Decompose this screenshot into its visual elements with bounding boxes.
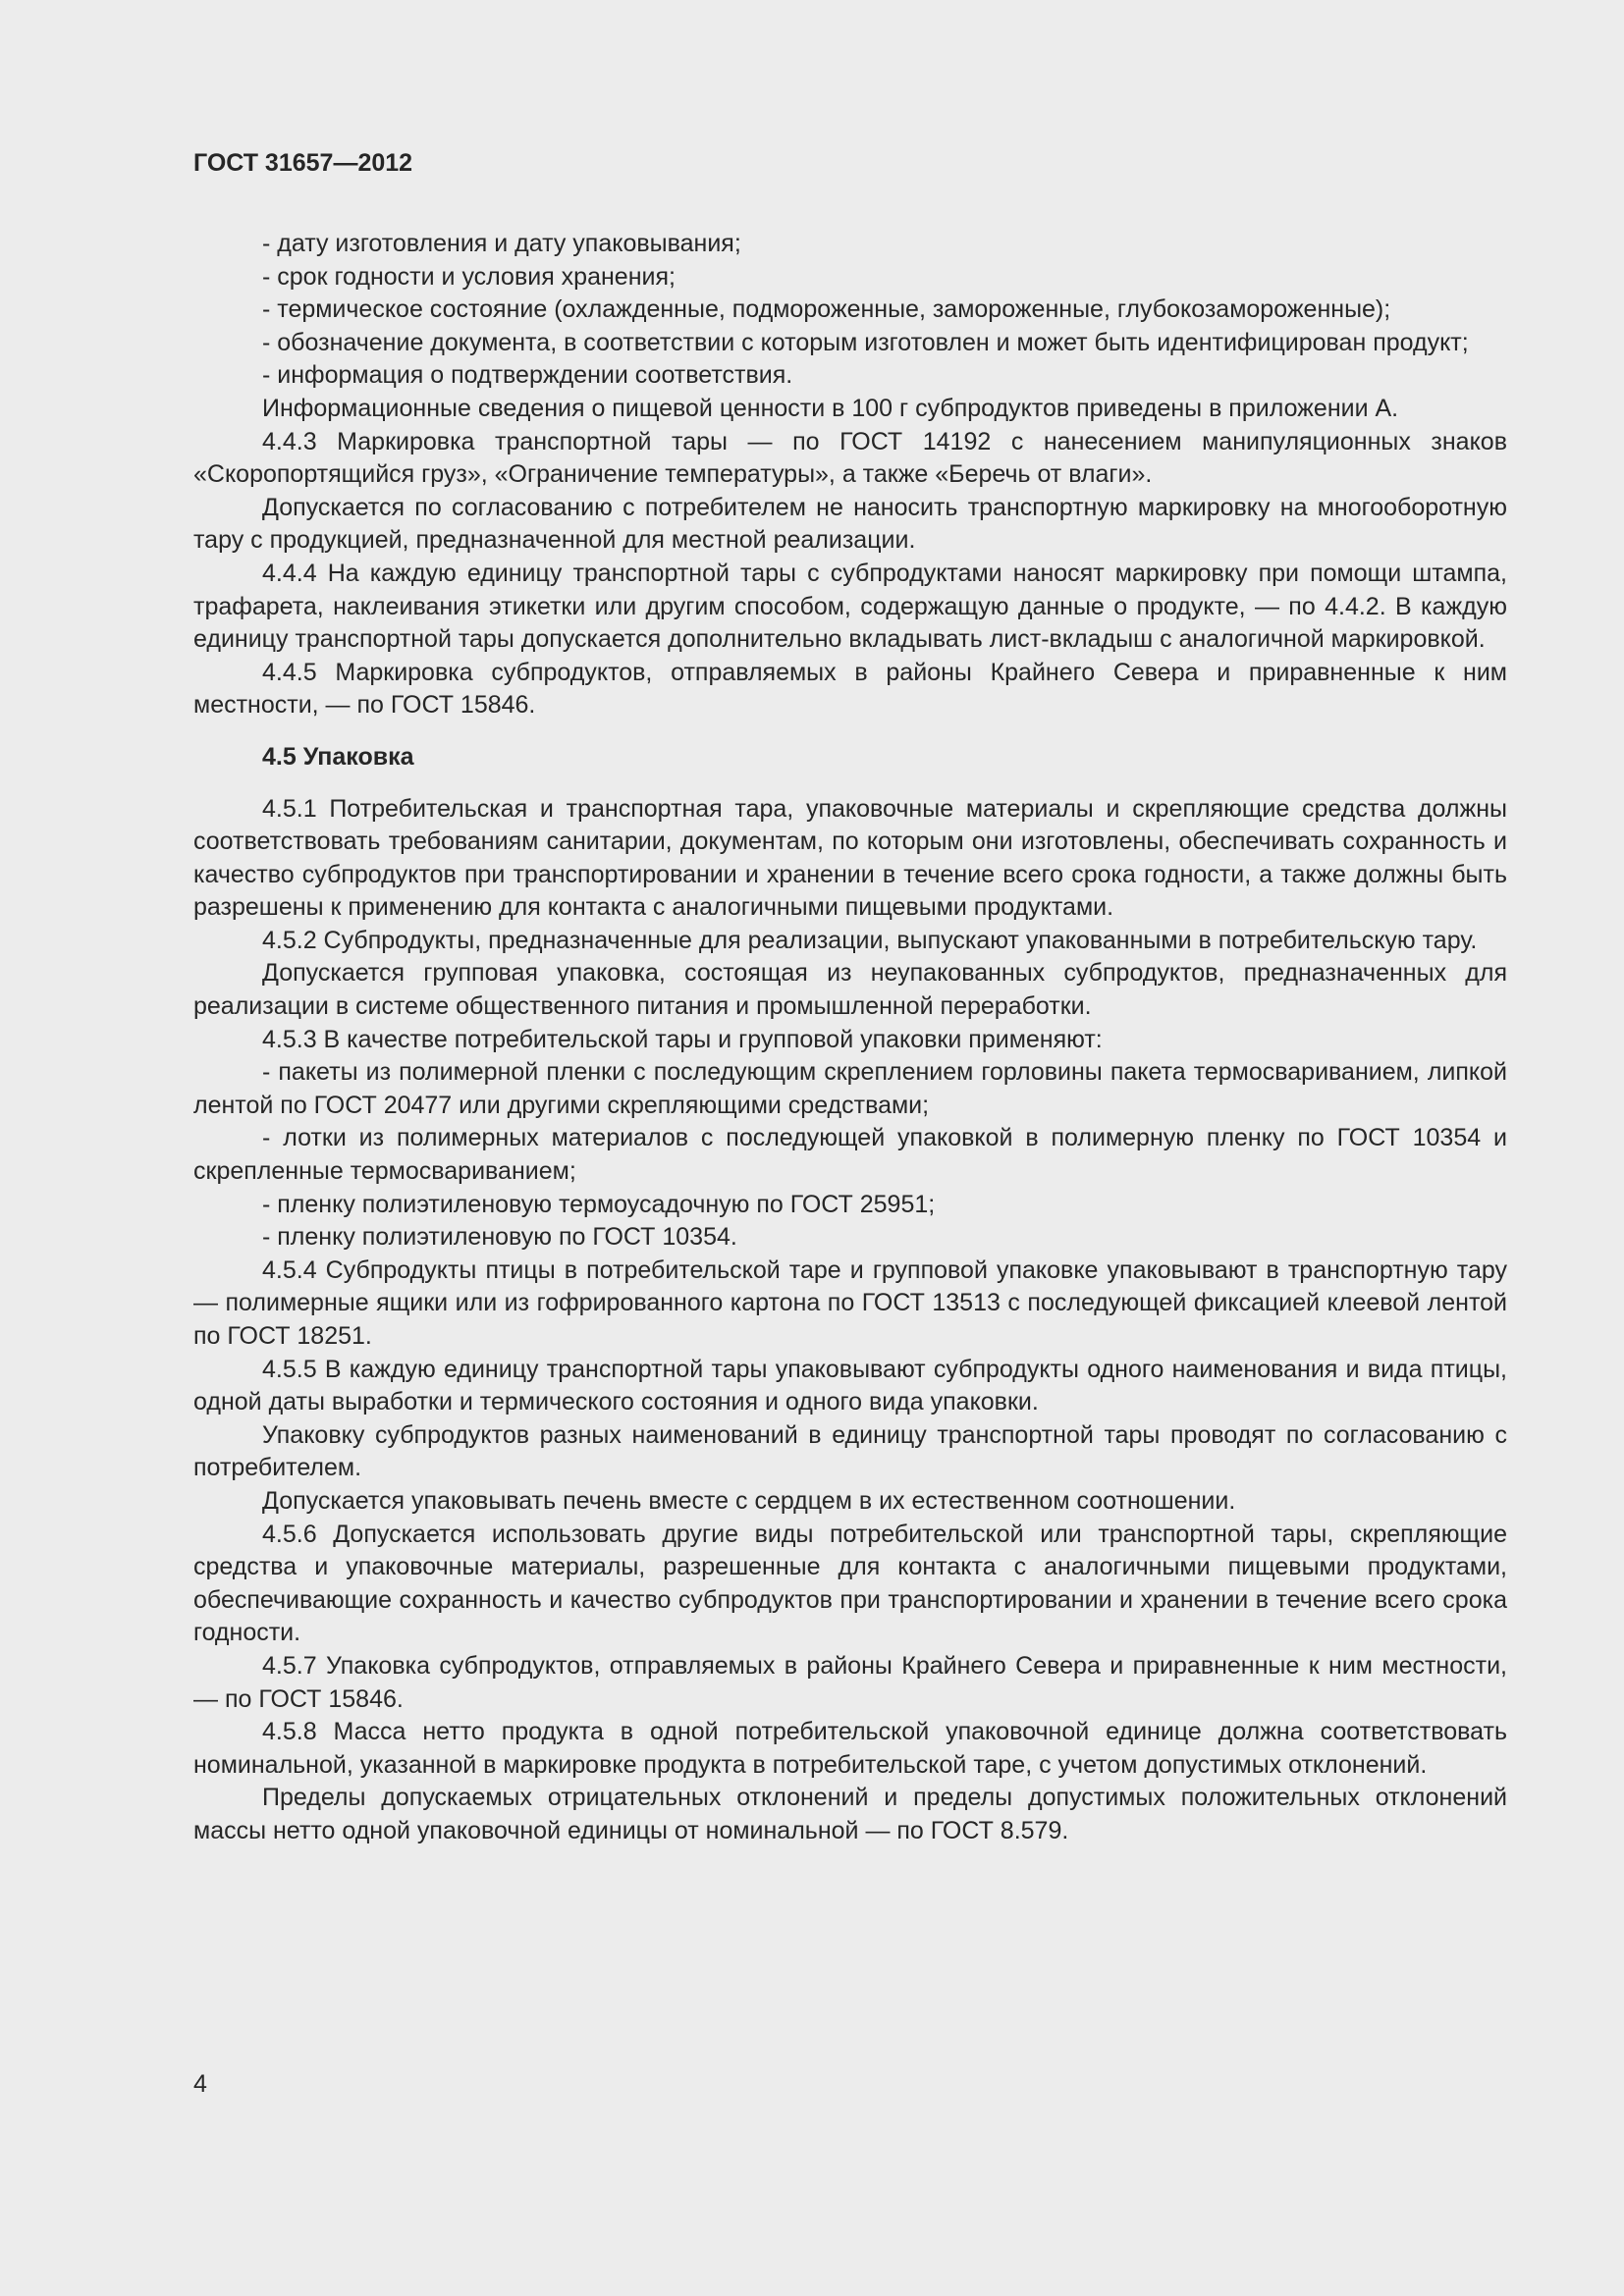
paragraph: 4.5.5 В каждую единицу транспортной тары упаковывают субпродукты одного наименования и вида птицы, одной даты выработки и термического состояния и одного вида упаковки. [193, 1355, 1507, 1416]
paragraph: - информация о подтверждении соответствия. [262, 361, 793, 390]
paragraph: Допускается групповая упаковка, состоящая из неупакованных субпродуктов, предназначенных для реализации в системе общественного питания и промышленной переработки. [193, 959, 1507, 1021]
paragraph: 4.5.8 Масса нетто продукта в одной потребительской упаковочной единице должна соответствовать номинальной, указанной в маркировке продукта в потребительской таре, с учетом допустимых отклонений. [193, 1718, 1507, 1779]
paragraph: Допускается упаковывать печень вместе с сердцем в их естественном соотношении. [262, 1486, 1236, 1515]
document-body [193, 228, 1507, 1848]
page-number: 4 [193, 2070, 207, 2098]
paragraph: 4.4.3 Маркировка транспортной тары — по ГОСТ 14192 с нанесением манипуляционных знаков «Скоропортящийся груз», «Ограничение температуры», а также «Беречь от влаги». [193, 427, 1507, 489]
paragraph: 4.4.4 На каждую единицу транспортной тары с субпродуктами наносят маркировку при помощи штампа, трафарета, наклеивания этикетки или другим способом, содержащую данные о продукте, — по 4.4.2. В каждую единицу транспортной тары допускается дополнительно вкладывать лист-вкладыш с аналогичной маркировкой. [193, 559, 1507, 654]
paragraph: 4.4.5 Маркировка субпродуктов, отправляемых в районы Крайнего Севера и приравненные к ним местности, — по ГОСТ 15846. [193, 658, 1507, 720]
section-heading: 4.5 Упаковка [262, 742, 414, 771]
paragraph: - дату изготовления и дату упаковывания; [262, 230, 741, 257]
paragraph: - термическое состояние (охлажденные, подмороженные, замороженные, глубокозамороженные); [262, 295, 1391, 324]
paragraph: 4.5.7 Упаковка субпродуктов, отправляемых в районы Крайнего Севера и приравненные к ним местности, — по ГОСТ 15846. [193, 1651, 1507, 1713]
paragraph: - пленку полиэтиленовую по ГОСТ 10354. [262, 1223, 737, 1252]
paragraph: - обозначение документа, в соответствии с которым изготовлен и может быть идентифицирован продукт; [262, 328, 1469, 356]
paragraph: Информационные сведения о пищевой ценности в 100 г субпродуктов приведены в приложении А. [262, 394, 1399, 422]
paragraph: - пленку полиэтиленовую термоусадочную по ГОСТ 25951; [262, 1190, 936, 1218]
paragraph: 4.5.3 В качестве потребительской тары и групповой упаковки применяют: [262, 1025, 1103, 1053]
paragraph: - лотки из полимерных материалов с последующей упаковкой в полимерную пленку по ГОСТ 10354 и скрепленные термосвариванием; [193, 1124, 1507, 1186]
paragraph: - срок годности и условия хранения; [262, 262, 676, 291]
paragraph: Пределы допускаемых отрицательных отклонений и пределы допустимых положительных отклонений массы нетто одной упаковочной единицы от номинальной — по ГОСТ 8.579. [193, 1784, 1507, 1844]
paragraph: Упаковку субпродуктов разных наименований в единицу транспортной тары проводят по согласованию с потребителем. [193, 1420, 1507, 1482]
paragraph: 4.5.6 Допускается использовать другие виды потребительской или транспортной тары, скрепляющие средства и упаковочные материалы, разрешенные для контакта с аналогичными пищевыми продуктами, обеспечивающие сохранность и качество субпродуктов при транспортировании и хранении в течение всего срока годности. [193, 1520, 1507, 1647]
paragraph: 4.5.4 Субпродукты птицы в потребительской таре и групповой упаковке упаковывают в транспортную тару — полимерные ящики или из гофрированного картона по ГОСТ 13513 с последующей фиксацией клеевой лентой по ГОСТ 18251. [193, 1255, 1507, 1350]
document-header: ГОСТ 31657—2012 [193, 149, 413, 177]
paragraph: - пакеты из полимерной пленки с последующим скреплением горловины пакета термосвариванием, липкой лентой по ГОСТ 20477 или другими скрепляющими средствами; [193, 1058, 1507, 1119]
paragraph: 4.5.1 Потребительская и транспортная тара, упаковочные материалы и скрепляющие средства должны соответствовать требованиям санитарии, документам, по которым они изготовлены, обеспечивать сохранность и качество субпродуктов при транспортировании и хранении в течение всего срока годности, а также должны быть разрешены к применению для контакта с аналогичными пищевыми продуктами. [193, 794, 1507, 922]
paragraph: Допускается по согласованию с потребителем не наносить транспортную маркировку на многооборотную тару с продукцией, предназначенной для местной реализации. [193, 493, 1507, 555]
paragraph: 4.5.2 Субпродукты, предназначенные для реализации, выпускают упакованными в потребительскую тару. [262, 926, 1478, 954]
